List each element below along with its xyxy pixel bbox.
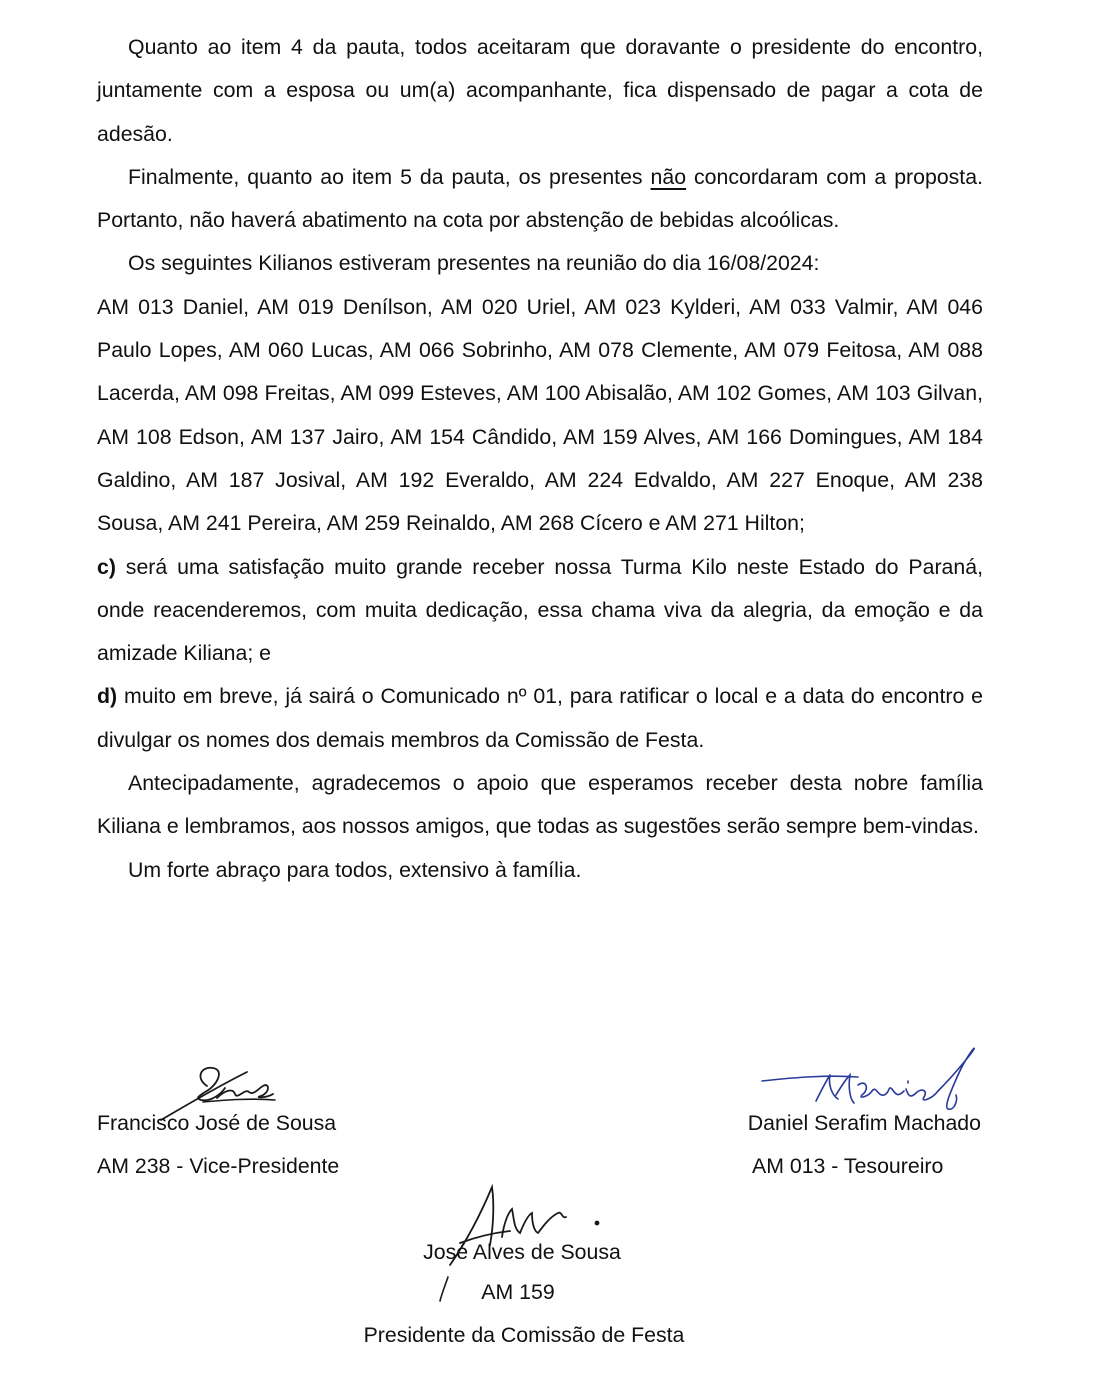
paragraph-attendees-list: AM 013 Daniel, AM 019 Denílson, AM 020 Uriel, AM 023 Kylderi, AM 033 Valmir, AM 046 Paulo Lopes, AM 060 Lucas, AM 066 Sobrinho, AM 078 Clemente, AM 079 Feitosa, AM 088 Lacerda, AM 098 Freitas, AM 099 Esteves, AM 100 Abisalão, AM 102 Gomes, AM 103 Gilvan, AM 108 Edson, AM 137 Jairo, AM 154 Cândido, AM 159 Alves, AM 166 Domingues, AM 184 Galdino, AM 187 Josival, AM 192 Everaldo, AM 224 Edvaldo, AM 227 Enoque, AM 238 Sousa, AM 241 Pereira, AM 259 Reinaldo, AM 268 Cícero e AM 271 Hilton;	[97, 294, 983, 536]
paragraph-item-4: Quanto ao item 4 da pauta, todos aceitaram que doravante o presidente do encontro, juntamente com a esposa ou um(a) acompanhante, fica dispensado de pagar a cota de adesão.	[97, 35, 983, 146]
center-signatory-role: Presidente da Comissão de Festa	[363, 1323, 685, 1347]
item-d-label: d)	[97, 684, 118, 709]
paragraph-item-5	[97, 156, 983, 243]
paragraph-closing: Um forte abraço para todos, extensivo à família.	[128, 857, 582, 882]
item-5-text-start: Finalmente, quanto ao item 5 da pauta, os presentes	[128, 164, 651, 189]
left-signatory-role: AM 238 - Vice-Presidente	[97, 1154, 340, 1178]
center-signatory-number: AM 159	[481, 1280, 555, 1304]
document-body	[97, 26, 983, 892]
item-5-underlined-word: não	[650, 164, 687, 189]
right-signatory-name: Daniel Serafim Machado	[747, 1111, 981, 1135]
center-signatory-name: José Alves de Sousa	[423, 1240, 621, 1264]
item-d-text: muito em breve, já sairá o Comunicado nº 01, para ratificar o local e a data do encontro e divulgar os nomes dos demais membros da Comissão de Festa.	[97, 684, 983, 752]
paragraph-thanks: Antecipadamente, agradecemos o apoio que esperamos receber desta nobre família Kiliana e lembramos, aos nossos amigos, que todas as sugestões serão sempre bem-vindas.	[97, 771, 983, 839]
right-signatory-role: AM 013 - Tesoureiro	[752, 1154, 944, 1178]
paragraph-item-d	[97, 675, 983, 762]
item-c-label: c)	[97, 554, 116, 579]
item-5-text-end: concordaram com a proposta. Portanto, não haverá abatimento na cota por abstenção de bebidas alcoólicas.	[97, 164, 983, 233]
left-signatory-name: Francisco José de Sousa	[97, 1111, 337, 1135]
item-c-text: será uma satisfação muito grande receber nossa Turma Kilo neste Estado do Paraná, onde reacenderemos, com muita dedicação, essa chama viva da alegria, da emoção e da amizade Kiliana; e	[97, 554, 983, 666]
paragraph-attendees-intro: Os seguintes Kilianos estiveram presentes na reunião do dia 16/08/2024:	[128, 251, 820, 276]
paragraph-item-c	[97, 546, 983, 676]
